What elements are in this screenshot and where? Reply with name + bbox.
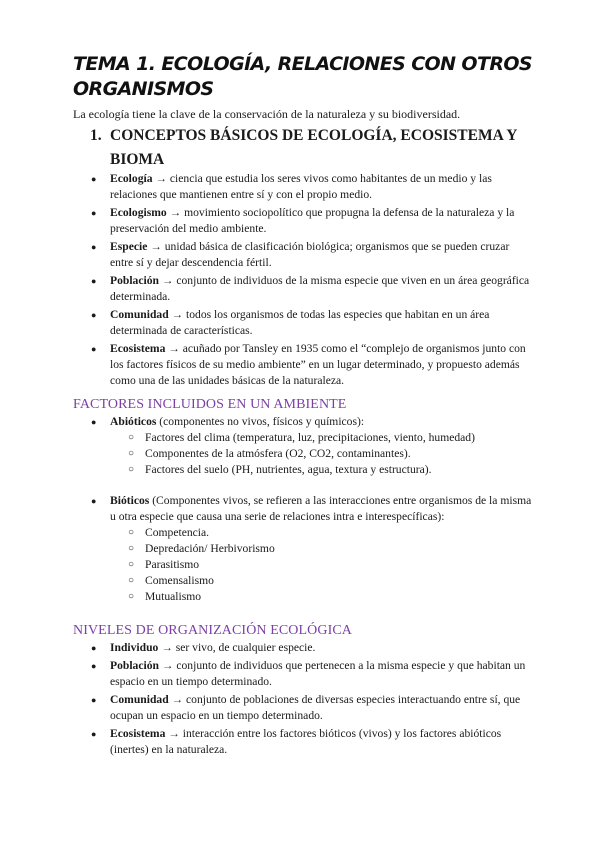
definition: → unidad básica de clasificación biológica; organismos que se pueden cruzar entre sí y dejar descendencia fértil. <box>110 240 510 269</box>
section1-heading-line1: CONCEPTOS BÁSICOS DE ECOLOGÍA, ECOSISTEMA Y <box>110 127 518 144</box>
term: Ecología <box>110 172 153 185</box>
list-item <box>110 692 535 724</box>
definition: (Componentes vivos, se refieren a las interacciones entre organismos de la misma u otra especie que causa una serie de relaciones intra e interespecíficas): <box>110 494 532 523</box>
sub-item: ○ Comensalismo <box>145 573 535 589</box>
section1-list <box>110 171 535 391</box>
definition: → todos los organismos de todas las especies que habitan en un área determinada de características. <box>110 308 490 337</box>
sub-item: ○ Parasitismo <box>145 557 535 573</box>
section1-heading-line2: BIOMA <box>110 151 165 168</box>
definition: → conjunto de individuos de la misma especie que viven en un área geográfica determinada. <box>110 274 530 303</box>
sub-item: ○ Depredación/ Herbivorismo <box>145 541 535 557</box>
term: Comunidad <box>110 693 169 706</box>
intro-text: La ecología tiene la clave de la conservación de la naturaleza y su biodiversidad. <box>73 107 461 121</box>
sub-item: ○ Factores del clima (temperatura, luz, precipitaciones, viento, humedad) <box>145 430 535 446</box>
sub-item: ○ Componentes de la atmósfera (O2, CO2, contaminantes). <box>145 446 535 462</box>
list-item <box>110 205 535 237</box>
bioticos-sublist <box>110 525 535 605</box>
definition: → interacción entre los factores bióticos (vivos) y los factores abióticos (inertes) en la naturaleza. <box>110 727 502 756</box>
section2-heading: FACTORES INCLUIDOS EN UN AMBIENTE <box>73 397 347 412</box>
section3-heading: NIVELES DE ORGANIZACIÓN ECOLÓGICA <box>73 623 352 638</box>
sub-item: ○ Mutualismo <box>145 589 535 605</box>
section2-list <box>110 414 535 480</box>
list-item <box>110 341 535 389</box>
section1-number: 1. <box>90 127 102 144</box>
list-item <box>110 640 535 656</box>
section3-list <box>110 640 535 760</box>
definition: → acuñado por Tansley en 1935 como el “complejo de organismos junto con los factores físicos de su medio ambiente” en un lugar determinado, y propuesto además como una de las unidades básicas de la naturaleza. <box>110 342 526 387</box>
list-item <box>110 307 535 339</box>
list-item-abioticos <box>110 414 535 478</box>
definition: → ser vivo, de cualquier especie. <box>158 641 316 654</box>
page-title: TEMA 1. ECOLOGÍA, RELACIONES CON OTROS ORGANISMOS <box>73 53 533 100</box>
term: Especie <box>110 240 148 253</box>
list-item-bioticos <box>110 493 535 605</box>
definition: → movimiento sociopolítico que propugna la defensa de la naturaleza y la preservación del medio ambiente. <box>110 206 515 235</box>
list-item <box>110 726 535 758</box>
term: Ecologismo <box>110 206 167 219</box>
list-item <box>110 239 535 271</box>
definition: → ciencia que estudia los seres vivos como habitantes de un medio y las relaciones que mantienen entre sí y con el propio medio. <box>110 172 492 201</box>
term: Bióticos <box>110 494 150 507</box>
term: Población <box>110 659 159 672</box>
list-item <box>110 171 535 203</box>
section1-heading <box>90 124 530 172</box>
abioticos-sublist <box>110 430 535 478</box>
term: Ecosistema <box>110 342 166 355</box>
term: Individuo <box>110 641 159 654</box>
section2-list-bioticos <box>110 493 535 607</box>
term: Abióticos <box>110 415 157 428</box>
definition: → conjunto de individuos que pertenecen a la misma especie y que habitan un espacio en un tiempo determinado. <box>110 659 526 688</box>
list-item <box>110 658 535 690</box>
sub-item: ○ Competencia. <box>145 525 535 541</box>
definition: → conjunto de poblaciones de diversas especies interactuando entre sí, que ocupan un espacio en un tiempo determinado. <box>110 693 521 722</box>
term: Ecosistema <box>110 727 166 740</box>
definition: (componentes no vivos, físicos y químicos): <box>156 415 365 428</box>
sub-item: ○ Factores del suelo (PH, nutrientes, agua, textura y estructura). <box>145 462 535 478</box>
term: Comunidad <box>110 308 169 321</box>
list-item <box>110 273 535 305</box>
term: Población <box>110 274 159 287</box>
